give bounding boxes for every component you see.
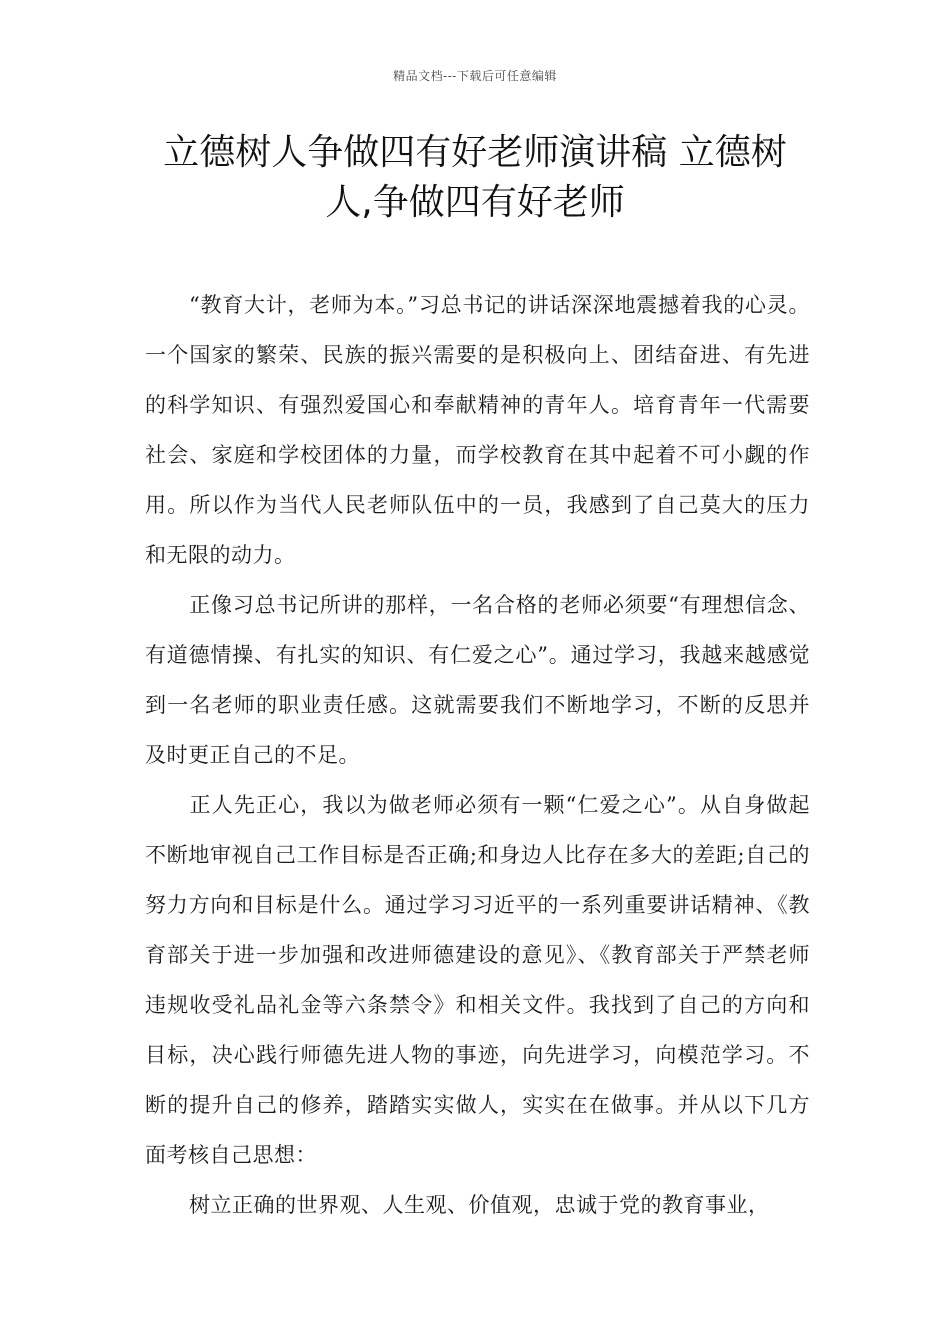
document-body [145,280,810,1230]
paragraph-1 [145,280,810,580]
paragraph-3-text: 正人先正心，我以为做老师必须有一颗“仁爱之心”。从自身做起不断地审视自己工作目标是否正确;和身边人比存在多大的差距;自己的努力方向和目标是什么。通过学习习近平的一系列重要讲话精神、《教育部关于进一步加强和改进师德建设的意见》、《教育部关于严禁老师违规收受礼品礼金等六条禁令》和相关文件。我找到了自己的方向和目标，决心践行师德先进人物的事迹，向先进学习，向模范学习。不断的提升自己的修养，踏踏实实做人，实实在在做事。并从以下几方面考核自己思想： [145,793,810,1167]
paragraph-3 [145,780,810,1180]
paragraph-4-text: 树立正确的世界观、人生观、价值观，忠诚于党的教育事业， [189,1193,770,1217]
document-title: 立德树人争做四有好老师演讲稿 立德树人,争做四有好老师 [163,132,787,223]
paragraph-4 [145,1180,810,1230]
header-note: 精品文档---下载后可任意编辑 [393,69,557,83]
paragraph-2 [145,580,810,780]
paragraph-2-text: 正像习总书记所讲的那样，一名合格的老师必须要“有理想信念、有道德情操、有扎实的知识、有仁爱之心”。通过学习，我越来越感觉到一名老师的职业责任感。这就需要我们不断地学习，不断的反思并及时更正自己的不足。 [145,593,810,767]
paragraph-1-text: “教育大计，老师为本。”习总书记的讲话深深地震撼着我的心灵。一个国家的繁荣、民族的振兴需要的是积极向上、团结奋进、有先进的科学知识、有强烈爱国心和奉献精神的青年人。培育青年一代需要社会、家庭和学校团体的力量，而学校教育在其中起着不可小觑的作用。所以作为当代人民老师队伍中的一员，我感到了自己莫大的压力和无限的动力。 [145,293,810,567]
